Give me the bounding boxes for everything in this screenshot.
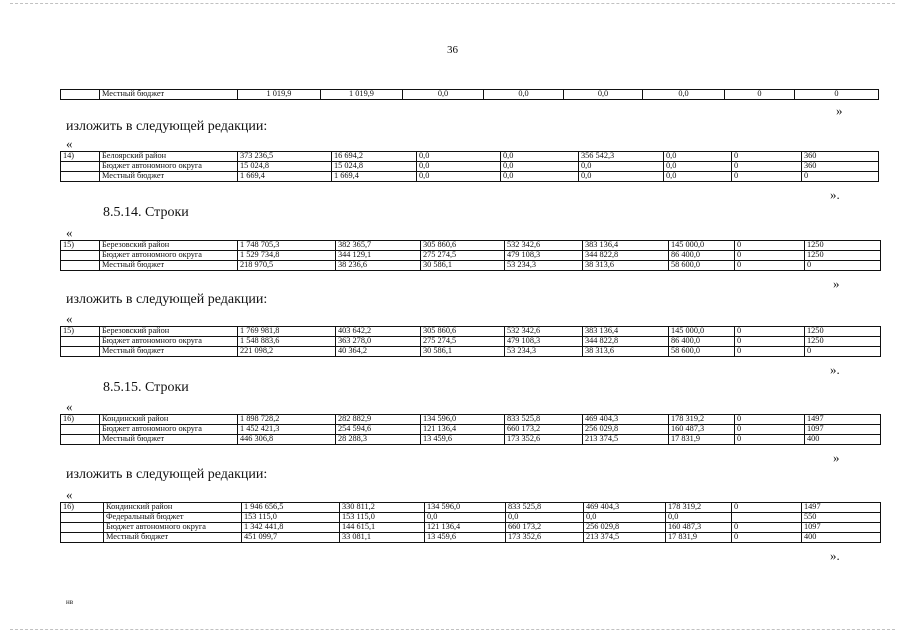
year-6-cell: 0 [735, 347, 805, 357]
total-cell: 1 529 734,8 [238, 251, 336, 261]
year-3-cell: 833 525,8 [505, 415, 583, 425]
year-4-cell: 0,0 [579, 162, 664, 172]
close-quote: ». [830, 362, 840, 377]
close-quote: » [833, 450, 840, 465]
year-5-cell: 145 000,0 [669, 327, 735, 337]
year-3-cell: 660 173,2 [505, 425, 583, 435]
table-row [61, 152, 879, 162]
year-2-cell: 0,0 [417, 172, 501, 182]
heading-new-edition: изложить в следующей редакции: [66, 467, 268, 482]
table-local-budget-row [60, 89, 879, 100]
year-4-cell: 0,0 [579, 172, 664, 182]
year-6-cell: 0 [732, 533, 802, 543]
year-2-cell: 134 596,0 [421, 415, 505, 425]
item-name-cell: Местный бюджет [100, 347, 238, 357]
year-3-cell: 479 108,3 [505, 337, 583, 347]
total-cell: 221 098,2 [238, 347, 336, 357]
row-number-cell [61, 261, 100, 271]
indicator-cell: 1250 [805, 327, 881, 337]
row-number-cell: 16) [61, 503, 104, 513]
table-row [61, 347, 881, 357]
total-cell: 1 452 421,3 [238, 425, 336, 435]
year-2-cell: 0,0 [417, 162, 501, 172]
heading-new-edition: изложить в следующей редакции: [66, 292, 268, 307]
year-5-cell: 0,0 [664, 152, 732, 162]
close-quote: » [833, 276, 840, 291]
year-5-cell: 86 400,0 [669, 337, 735, 347]
year-3-cell: 53 234,3 [505, 261, 583, 271]
total-cell: 1 548 883,6 [238, 337, 336, 347]
year-5-cell: 58 600,0 [669, 347, 735, 357]
year-5-cell: 160 487,3 [666, 523, 732, 533]
year-2-cell: 305 860,6 [421, 241, 505, 251]
year-4-cell: 344 822,8 [583, 337, 669, 347]
year-2-cell: 0,0 [425, 513, 506, 523]
indicator-cell: 0 [805, 261, 881, 271]
year-3-cell: 479 108,3 [505, 251, 583, 261]
total-cell: 153 115,0 [242, 513, 340, 523]
total-cell: 1 669,4 [238, 172, 332, 182]
year-1-cell: 330 811,2 [340, 503, 425, 513]
year-1-cell: 363 278,0 [336, 337, 421, 347]
year-4-cell: 256 029,8 [584, 523, 666, 533]
year-5-cell: 17 831,9 [666, 533, 732, 543]
table-row [61, 241, 881, 251]
section-title: 8.5.15. Строки [103, 380, 189, 395]
heading-new-edition: изложить в следующей редакции: [66, 119, 268, 134]
year-3-cell: 660 173,2 [506, 523, 584, 533]
item-name-cell: Местный бюджет [100, 90, 238, 100]
year-2-cell: 275 274,5 [421, 251, 505, 261]
table-row [61, 337, 881, 347]
page-edge-bottom [10, 629, 895, 630]
year-4-cell: 38 313,6 [583, 347, 669, 357]
indicator-cell: 1097 [805, 425, 881, 435]
close-quote: ». [830, 548, 840, 563]
item-name-cell: Местный бюджет [100, 172, 238, 182]
year-6-cell: 0 [732, 503, 802, 513]
year-2-cell: 305 860,6 [421, 327, 505, 337]
year-6-cell: 0 [735, 261, 805, 271]
indicator-cell: 550 [802, 513, 881, 523]
total-cell: 1 898 728,2 [238, 415, 336, 425]
table-row [61, 162, 879, 172]
year-1-cell: 15 024,8 [332, 162, 417, 172]
row-number-cell [61, 513, 104, 523]
table-row-15-new [60, 326, 881, 357]
year-1-cell: 1 669,4 [332, 172, 417, 182]
table-row [61, 90, 879, 100]
page-edge-top [10, 3, 895, 4]
year-5-cell: 0,0 [666, 513, 732, 523]
indicator-cell: 1250 [805, 251, 881, 261]
item-name-cell: Бюджет автономного округа [104, 523, 242, 533]
year-1-cell: 1 019,9 [321, 90, 403, 100]
year-4-cell: 0,0 [584, 513, 666, 523]
table-row-16-old [60, 414, 881, 445]
year-6-cell: 0 [735, 251, 805, 261]
year-4-cell: 256 029,8 [583, 425, 669, 435]
row-number-cell [61, 523, 104, 533]
table-row [61, 251, 881, 261]
year-3-cell: 173 352,6 [506, 533, 584, 543]
year-5-cell: 58 600,0 [669, 261, 735, 271]
open-quote: « [66, 225, 73, 240]
year-5-cell: 0,0 [664, 172, 732, 182]
year-5-cell: 178 319,2 [666, 503, 732, 513]
year-2-cell: 0,0 [417, 152, 501, 162]
total-cell: 451 099,7 [242, 533, 340, 543]
year-4-cell: 213 374,5 [584, 533, 666, 543]
item-name-cell: Местный бюджет [104, 533, 242, 543]
section-title: 8.5.14. Строки [103, 205, 189, 220]
year-1-cell: 282 882,9 [336, 415, 421, 425]
year-6-cell: 0 [732, 523, 802, 533]
row-number-cell [61, 162, 100, 172]
open-quote: « [66, 136, 73, 151]
year-2-cell: 121 136,4 [421, 425, 505, 435]
item-name-cell: Бюджет автономного округа [100, 337, 238, 347]
year-6-cell: 0 [735, 241, 805, 251]
year-2-cell: 134 596,0 [425, 503, 506, 513]
indicator-cell: 360 [802, 162, 879, 172]
year-2-cell: 121 136,4 [425, 523, 506, 533]
table-row [61, 533, 881, 543]
year-3-cell: 833 525,8 [506, 503, 584, 513]
table-row [61, 425, 881, 435]
item-name-cell: Березовский район [100, 327, 238, 337]
table-row [61, 503, 881, 513]
year-5-cell: 86 400,0 [669, 251, 735, 261]
year-6-cell: 0 [725, 90, 795, 100]
indicator-cell: 1497 [805, 415, 881, 425]
total-cell: 446 306,8 [238, 435, 336, 445]
year-6-cell: 0 [732, 172, 802, 182]
year-1-cell: 344 129,1 [336, 251, 421, 261]
table-row [61, 415, 881, 425]
row-number-cell [61, 337, 100, 347]
year-3-cell: 532 342,6 [505, 241, 583, 251]
year-1-cell: 33 081,1 [340, 533, 425, 543]
total-cell: 1 019,9 [238, 90, 321, 100]
total-cell: 1 946 656,5 [242, 503, 340, 513]
year-6-cell: 0 [735, 425, 805, 435]
total-cell: 1 748 705,3 [238, 241, 336, 251]
item-name-cell: Местный бюджет [100, 435, 238, 445]
total-cell: 15 024,8 [238, 162, 332, 172]
year-3-cell: 173 352,6 [505, 435, 583, 445]
indicator-cell: 1250 [805, 241, 881, 251]
open-quote: « [66, 487, 73, 502]
year-5-cell: 0,0 [664, 162, 732, 172]
row-number-cell [61, 172, 100, 182]
indicator-cell: 1097 [802, 523, 881, 533]
item-name-cell: Кондинский район [100, 415, 238, 425]
year-1-cell: 254 594,6 [336, 425, 421, 435]
total-cell: 1 769 981,8 [238, 327, 336, 337]
year-4-cell: 469 404,3 [584, 503, 666, 513]
table-row-15-old [60, 240, 881, 271]
total-cell: 218 970,5 [238, 261, 336, 271]
close-quote: ». [830, 187, 840, 202]
year-1-cell: 16 694,2 [332, 152, 417, 162]
year-2-cell: 13 459,6 [425, 533, 506, 543]
indicator-cell: 400 [802, 533, 881, 543]
indicator-cell: 1250 [805, 337, 881, 347]
row-number-cell [61, 533, 104, 543]
item-name-cell: Федеральный бюджет [104, 513, 242, 523]
table-row [61, 261, 881, 271]
item-name-cell: Бюджет автономного округа [100, 162, 238, 172]
open-quote: « [66, 399, 73, 414]
total-cell: 373 236,5 [238, 152, 332, 162]
year-1-cell: 382 365,7 [336, 241, 421, 251]
indicator-cell: 0 [802, 172, 879, 182]
year-3-cell: 0,0 [501, 152, 579, 162]
year-2-cell: 30 586,1 [421, 261, 505, 271]
table-row [61, 513, 881, 523]
item-name-cell: Бюджет автономного округа [100, 251, 238, 261]
indicator-cell: 360 [802, 152, 879, 162]
year-4-cell: 38 313,6 [583, 261, 669, 271]
year-5-cell: 145 000,0 [669, 241, 735, 251]
year-4-cell: 469 404,3 [583, 415, 669, 425]
year-4-cell: 383 136,4 [583, 327, 669, 337]
year-4-cell: 356 542,3 [579, 152, 664, 162]
year-6-cell: 0 [735, 435, 805, 445]
year-4-cell: 383 136,4 [583, 241, 669, 251]
indicator-cell: 0 [805, 347, 881, 357]
indicator-cell: 1497 [802, 503, 881, 513]
table-row [61, 327, 881, 337]
year-3-cell: 0,0 [501, 172, 579, 182]
item-name-cell: Местный бюджет [100, 261, 238, 271]
year-6-cell: 0 [735, 415, 805, 425]
year-1-cell: 40 364,2 [336, 347, 421, 357]
year-5-cell: 160 487,3 [669, 425, 735, 435]
row-number-cell [61, 435, 100, 445]
row-number-cell [61, 251, 100, 261]
year-1-cell: 144 615,1 [340, 523, 425, 533]
year-6-cell: 0 [735, 327, 805, 337]
year-6-cell: 0 [732, 162, 802, 172]
row-number-cell [61, 425, 100, 435]
year-2-cell: 0,0 [403, 90, 484, 100]
year-5-cell: 178 319,2 [669, 415, 735, 425]
item-name-cell: Кондинский район [104, 503, 242, 513]
year-6-cell: 0 [732, 152, 802, 162]
table-row [61, 523, 881, 533]
close-quote: » [836, 103, 843, 118]
footer-mark: нв [66, 598, 74, 606]
row-number-cell: 15) [61, 241, 100, 251]
row-number-cell [61, 347, 100, 357]
page-number: 36 [447, 44, 458, 56]
year-2-cell: 13 459,6 [421, 435, 505, 445]
year-6-cell [732, 513, 802, 523]
year-3-cell: 532 342,6 [505, 327, 583, 337]
total-cell: 1 342 441,8 [242, 523, 340, 533]
year-1-cell: 28 288,3 [336, 435, 421, 445]
year-3-cell: 0,0 [501, 162, 579, 172]
indicator-cell: 400 [805, 435, 881, 445]
year-2-cell: 275 274,5 [421, 337, 505, 347]
year-1-cell: 153 115,0 [340, 513, 425, 523]
row-number-cell: 14) [61, 152, 100, 162]
year-1-cell: 38 236,6 [336, 261, 421, 271]
open-quote: « [66, 311, 73, 326]
year-3-cell: 0,0 [484, 90, 564, 100]
year-5-cell: 0,0 [643, 90, 725, 100]
year-1-cell: 403 642,2 [336, 327, 421, 337]
item-name-cell: Белоярский район [100, 152, 238, 162]
row-number-cell: 15) [61, 327, 100, 337]
year-6-cell: 0 [735, 337, 805, 347]
year-3-cell: 0,0 [506, 513, 584, 523]
year-4-cell: 344 822,8 [583, 251, 669, 261]
year-4-cell: 213 374,5 [583, 435, 669, 445]
row-number-cell: 16) [61, 415, 100, 425]
year-2-cell: 30 586,1 [421, 347, 505, 357]
table-row-14-new [60, 151, 879, 182]
year-5-cell: 17 831,9 [669, 435, 735, 445]
indicator-cell: 0 [795, 90, 879, 100]
item-name-cell: Бюджет автономного округа [100, 425, 238, 435]
table-row [61, 435, 881, 445]
table-row [61, 172, 879, 182]
year-4-cell: 0,0 [564, 90, 643, 100]
year-3-cell: 53 234,3 [505, 347, 583, 357]
item-name-cell: Березовский район [100, 241, 238, 251]
row-number-cell [61, 90, 100, 100]
table-row-16-new [60, 502, 881, 543]
